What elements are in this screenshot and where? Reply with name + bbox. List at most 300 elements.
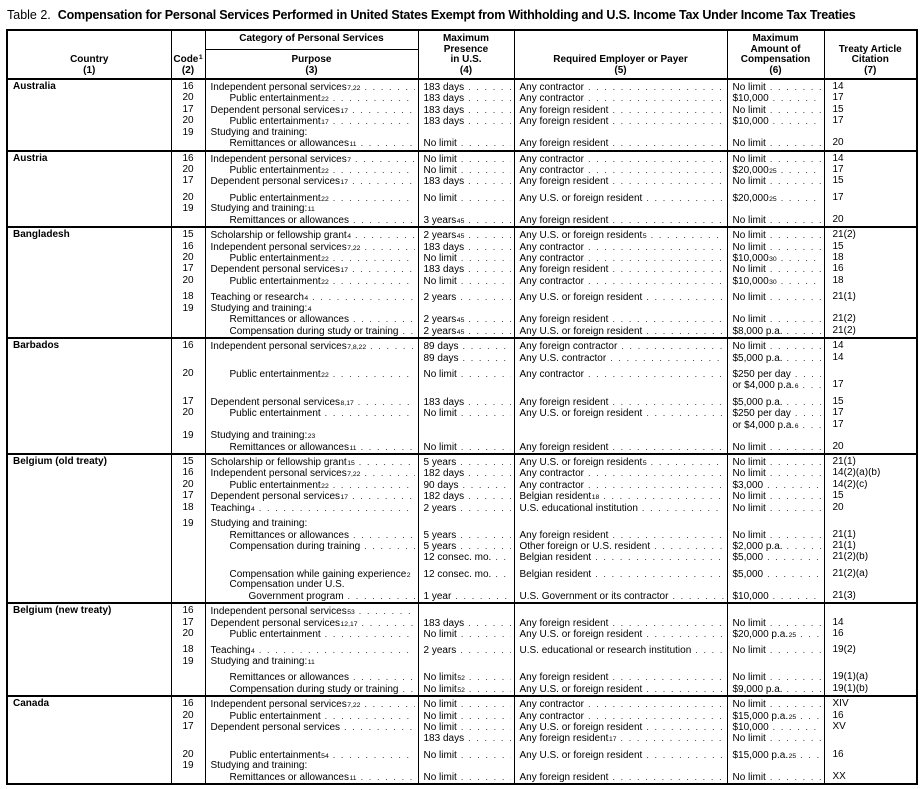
dot-leader: [459, 341, 511, 352]
country-label: Belgium (new treaty): [13, 605, 112, 617]
article-cell: [824, 105, 917, 116]
article-text: 14: [832, 340, 844, 352]
employer-cell-text: Any U.S. or foreign resident: [519, 325, 643, 337]
article-cell: [824, 442, 917, 454]
article-cell: [824, 541, 917, 552]
header-compensation-num: (6): [769, 64, 782, 76]
employer-cell-text: Any U.S. or foreign resident: [519, 683, 643, 695]
purpose-cell: Dependent personal services 17 . . .: [205, 264, 418, 275]
article-cell: [824, 672, 917, 683]
dot-leader: [360, 82, 414, 93]
dot-leader: [456, 530, 510, 541]
purpose-cell: [205, 672, 418, 683]
presence-cell: [418, 408, 514, 419]
presence-cell: [418, 93, 514, 104]
presence-cell: [418, 138, 514, 150]
dot-leader: [777, 276, 821, 287]
table-row: [7, 696, 917, 710]
purpose-cell-text: Compensation while gaining experience: [229, 568, 407, 580]
code-cell: 18: [171, 645, 205, 656]
presence-cell-text: 183 days: [423, 176, 465, 188]
code-cell: 19: [171, 204, 205, 215]
table-title: [7, 8, 916, 22]
compensation-cell-text: No limit: [732, 230, 766, 242]
presence-cell: [418, 480, 514, 491]
dot-leader: [608, 618, 723, 629]
table-row: [7, 151, 917, 165]
purpose-cell: [205, 552, 418, 563]
dot-leader: [769, 591, 821, 602]
country-section: [7, 454, 917, 603]
dot-leader: [608, 397, 723, 408]
presence-cell-text: 2 years: [423, 230, 457, 242]
dot-leader: [366, 341, 414, 352]
presence-cell: 2 years 45 . . .: [418, 227, 514, 241]
dot-leader: [608, 264, 723, 275]
purpose-cell: [205, 733, 418, 744]
dot-leader: [464, 242, 510, 253]
dot-leader: [591, 552, 723, 563]
employer-cell-text: Any foreign resident: [519, 771, 609, 783]
compensation-cell: $20,000 25 . . .: [727, 165, 824, 176]
table-row: [7, 603, 917, 617]
compensation-cell-text: No limit: [732, 441, 766, 453]
purpose-cell: Dependent personal services 17 . . .: [205, 491, 418, 502]
employer-cell: [514, 292, 727, 303]
compensation-cell: [727, 204, 824, 215]
employer-cell: [514, 264, 727, 275]
employer-cell: [514, 519, 727, 530]
country-section: [7, 227, 917, 338]
dot-leader: [358, 618, 415, 629]
code-cell: [171, 684, 205, 696]
dot-leader: [766, 491, 821, 502]
header-employer: [514, 30, 727, 79]
compensation-cell: $20,000 p.a. 25 . . .: [727, 629, 824, 640]
presence-cell: No limit 52 . . .: [418, 684, 514, 696]
dot-leader: [329, 116, 415, 127]
employer-cell-text: Any contractor: [519, 479, 584, 491]
dot-leader: [777, 165, 821, 176]
employer-cell-text: Any foreign resident: [519, 733, 609, 745]
compensation-cell: [727, 242, 824, 253]
article-cell: [824, 480, 917, 491]
article-cell: [824, 93, 917, 104]
compensation-cell: $15,000 p.a. 25 . . .: [727, 750, 824, 761]
article-text: 21(2): [832, 314, 856, 325]
employer-cell: [514, 645, 727, 656]
table-number: Table 2.: [7, 8, 51, 22]
purpose-cell-text: Public entertainment: [229, 192, 321, 204]
employer-cell-text: Any contractor: [519, 368, 584, 380]
compensation-cell-text: No limit: [732, 341, 766, 353]
employer-cell: [514, 672, 727, 683]
dot-leader: [591, 569, 723, 580]
dot-leader: [360, 541, 414, 552]
dot-leader: [348, 264, 414, 275]
purpose-cell: [205, 380, 418, 391]
country-section: [7, 603, 917, 696]
employer-cell: [514, 369, 727, 380]
employer-cell: [514, 116, 727, 127]
purpose-cell: Teaching or research 4 . . .: [205, 292, 418, 303]
compensation-cell-text: No limit: [732, 502, 766, 514]
presence-cell-text: No limit: [423, 275, 457, 287]
dot-leader: [796, 750, 820, 761]
compensation-cell-text: No limit: [732, 104, 766, 116]
article-cell: [824, 176, 917, 187]
dot-leader: [766, 242, 821, 253]
article-text: 21(2): [832, 325, 856, 336]
purpose-cell: Studying and training: 11: [205, 657, 418, 668]
compensation-cell-text: $20,000 p.a.: [732, 629, 789, 640]
header-category-span: Category of Personal Services: [206, 31, 418, 50]
article-cell: [824, 468, 917, 479]
employer-cell: [514, 711, 727, 722]
employer-cell: [514, 591, 727, 603]
employer-cell: [514, 431, 727, 442]
article-text: 14: [832, 352, 844, 363]
presence-cell: [418, 722, 514, 733]
employer-cell: [514, 338, 727, 352]
code-cell: 15: [171, 454, 205, 468]
presence-cell: [418, 369, 514, 380]
article-cell: [824, 552, 917, 563]
article-text: 15: [832, 241, 844, 252]
article-text: 17: [832, 116, 844, 127]
dot-leader: [457, 276, 511, 287]
employer-cell-text: Any foreign resident: [519, 176, 609, 188]
article-cell: [824, 750, 917, 761]
dot-leader: [349, 215, 415, 226]
compensation-cell: [727, 314, 824, 325]
presence-cell: [418, 772, 514, 784]
purpose-cell-text: Independent personal services: [210, 241, 347, 253]
presence-cell-text: 2 years: [423, 292, 457, 304]
dot-leader: [608, 176, 723, 187]
code-cell: 17: [171, 722, 205, 733]
article-text: 20: [832, 502, 844, 513]
purpose-cell: Public entertainment 22 . . .: [205, 93, 418, 104]
dot-leader: [464, 82, 510, 93]
header-employer-num: (5): [614, 64, 627, 76]
code-cell: 16: [171, 79, 205, 93]
header-article: [824, 30, 917, 79]
code-cell: 17: [171, 176, 205, 187]
purpose-cell: Public entertainment 22 . . .: [205, 165, 418, 176]
article-cell: [824, 591, 917, 603]
header-presence-label: Maximum Presence in U.S.: [442, 33, 490, 65]
employer-cell: [514, 442, 727, 454]
presence-cell-text: 5 years: [423, 529, 457, 541]
article-text: 14(2)(a)(b): [832, 468, 881, 479]
purpose-cell: [205, 215, 418, 227]
code-cell: 16: [171, 696, 205, 710]
article-text: 16: [832, 710, 844, 721]
compensation-cell: $10,000 30 . . .: [727, 253, 824, 264]
employer-cell-text: Any foreign resident: [519, 441, 609, 453]
article-cell: [824, 128, 917, 139]
dot-leader: [357, 772, 415, 783]
compensation-cell-text: No limit: [732, 672, 766, 684]
employer-cell: [514, 215, 727, 227]
dot-leader: [457, 722, 511, 733]
compensation-cell-text: $3,000: [732, 479, 764, 491]
compensation-cell: [727, 128, 824, 139]
code-cell: [171, 530, 205, 541]
article-text: 21(3): [832, 590, 856, 601]
article-cell: [824, 326, 917, 338]
compensation-cell-text: $10,000: [732, 93, 769, 105]
purpose-cell: [205, 761, 418, 772]
dot-leader: [464, 326, 510, 337]
dot-leader: [777, 193, 821, 204]
compensation-cell: [727, 552, 824, 563]
purpose-cell: Independent personal services 7,22 . . .: [205, 79, 418, 93]
code-cell: [171, 569, 205, 580]
dot-leader: [647, 457, 724, 468]
dot-leader: [349, 672, 415, 683]
article-cell: [824, 491, 917, 502]
compensation-cell-text: No limit: [732, 645, 766, 657]
dot-leader: [608, 442, 723, 453]
compensation-cell-text: No limit: [732, 699, 766, 711]
dot-leader: [668, 591, 723, 602]
article-cell: [824, 227, 917, 241]
purpose-cell: Scholarship or fellowship grant 15 . . .: [205, 454, 418, 468]
purpose-cell: Independent personal services 7,22 . . .: [205, 242, 418, 253]
dot-leader: [464, 468, 510, 479]
compensation-cell: [727, 569, 824, 580]
dot-leader: [457, 408, 511, 419]
compensation-cell: [727, 519, 824, 530]
compensation-cell: [727, 105, 824, 116]
presence-cell: [418, 204, 514, 215]
dot-leader: [321, 629, 415, 640]
employer-cell-text: Any foreign resident: [519, 529, 609, 541]
compensation-cell: [727, 151, 824, 165]
article-text: 21(1): [832, 455, 856, 467]
compensation-cell-text: No limit: [732, 82, 766, 93]
employer-cell-text: Any contractor: [519, 241, 584, 253]
dot-leader: [783, 541, 821, 552]
presence-cell-text: 183 days: [423, 82, 465, 93]
purpose-cell: [205, 684, 418, 696]
employer-cell: Any U.S. or foreign resident 5 . . .: [514, 227, 727, 241]
purpose-cell-text: Independent personal services: [210, 153, 347, 165]
compensation-cell: $10,000 30 . . .: [727, 276, 824, 287]
dot-leader: [584, 468, 724, 479]
article-text: 17: [832, 192, 844, 203]
compensation-cell-text: No limit: [732, 617, 766, 629]
compensation-cell-text: No limit: [732, 491, 766, 503]
dot-leader: [491, 552, 510, 563]
dot-leader: [357, 442, 415, 453]
purpose-cell-text: Studying and training:: [210, 518, 308, 529]
header-presence: [418, 30, 514, 79]
dot-leader: [329, 750, 415, 761]
article-cell: [824, 79, 917, 93]
presence-cell-text: No limit: [423, 165, 457, 177]
purpose-cell: Independent personal services 7,22 . . .: [205, 468, 418, 479]
article-cell: [824, 580, 917, 591]
purpose-cell-text: Teaching: [210, 645, 251, 657]
dot-leader: [349, 314, 415, 325]
compensation-cell-text: No limit: [732, 733, 766, 745]
dot-leader: [584, 711, 724, 722]
dot-leader: [642, 684, 723, 695]
dot-leader: [329, 253, 415, 264]
presence-cell: [418, 657, 514, 668]
presence-cell: [418, 442, 514, 454]
header-country: [7, 30, 171, 79]
code-cell: [171, 772, 205, 784]
employer-cell: [514, 193, 727, 204]
compensation-cell: [727, 684, 824, 696]
presence-cell: [418, 733, 514, 744]
dot-leader: [608, 314, 723, 325]
country-cell: [7, 79, 171, 151]
dot-leader: [355, 606, 415, 617]
code-cell: 16: [171, 338, 205, 352]
article-text: 16: [832, 264, 844, 275]
employer-cell-text: Other foreign or U.S. resident: [519, 540, 651, 552]
dot-leader: [457, 629, 511, 640]
purpose-cell: Public entertainment 22 . . .: [205, 480, 418, 491]
presence-cell: [418, 431, 514, 442]
presence-cell-text: 89 days: [423, 352, 459, 364]
article-cell: [824, 116, 917, 127]
purpose-cell: Dependent personal services 8,17 . . .: [205, 397, 418, 408]
dot-leader: [457, 165, 511, 176]
dot-leader: [766, 772, 821, 783]
compensation-cell: [727, 138, 824, 150]
purpose-cell-text: Remittances or allowances: [229, 771, 349, 783]
employer-cell: [514, 530, 727, 541]
dot-leader: [348, 491, 414, 502]
article-text: 17: [832, 165, 844, 176]
compensation-cell-text: No limit: [732, 456, 766, 468]
dot-leader: [329, 193, 415, 204]
compensation-cell: [727, 772, 824, 784]
presence-cell-text: No limit: [423, 683, 457, 695]
compensation-cell: or $4,000 p.a. 6 . . .: [727, 380, 824, 391]
compensation-cell: [727, 603, 824, 617]
employer-cell: [514, 629, 727, 640]
presence-cell-text: No limit: [423, 253, 457, 265]
purpose-cell: [205, 580, 418, 591]
purpose-cell-text: Remittances or allowances: [229, 529, 349, 541]
compensation-cell: [727, 454, 824, 468]
dot-leader: [783, 353, 821, 364]
dot-leader: [464, 215, 510, 226]
article-cell: [824, 338, 917, 352]
presence-cell-text: No limit: [423, 699, 457, 711]
presence-cell: [418, 519, 514, 530]
presence-cell-text: 182 days: [423, 468, 465, 480]
dot-leader: [769, 93, 821, 104]
compensation-cell-text: No limit: [732, 314, 766, 326]
article-text: 14: [832, 152, 844, 164]
dot-leader: [351, 230, 415, 241]
purpose-cell: Remittances or allowances 11 . . .: [205, 138, 418, 150]
presence-cell-text: 5 years: [423, 540, 457, 552]
presence-cell: [418, 591, 514, 603]
dot-leader: [255, 503, 415, 514]
compensation-cell: [727, 657, 824, 668]
dot-leader: [766, 503, 821, 514]
article-text: 18: [832, 253, 844, 264]
purpose-cell-text: Teaching: [210, 502, 251, 514]
employer-cell-text: Any foreign resident: [519, 672, 609, 684]
employer-cell-text: Any foreign resident: [519, 138, 609, 150]
code-cell: 16: [171, 603, 205, 617]
dot-leader: [769, 116, 821, 127]
dot-leader: [766, 230, 821, 241]
employer-cell: [514, 420, 727, 431]
dot-leader: [456, 541, 510, 552]
dot-leader: [459, 480, 511, 491]
presence-cell-text: No limit: [423, 749, 457, 761]
compensation-cell-text: No limit: [732, 214, 766, 226]
article-cell: [824, 353, 917, 364]
dot-leader: [608, 138, 723, 149]
article-text: 16: [832, 629, 844, 639]
employer-cell-text: Any contractor: [519, 82, 584, 93]
employer-cell-text: U.S. educational or research institution: [519, 645, 692, 657]
dot-leader: [464, 264, 510, 275]
purpose-cell: [205, 541, 418, 552]
dot-leader: [584, 154, 724, 165]
compensation-cell: [727, 369, 824, 380]
employer-cell: [514, 580, 727, 591]
compensation-cell: [727, 491, 824, 502]
dot-leader: [766, 672, 821, 683]
employer-cell: [514, 408, 727, 419]
header-country-label: Country: [70, 54, 109, 65]
presence-cell: 3 years 45 . . .: [418, 215, 514, 227]
header-compensation-label: Maximum Amount of Compensation: [740, 33, 811, 65]
code-cell: [171, 215, 205, 227]
compensation-cell: [727, 696, 824, 710]
employer-cell-text: Any contractor: [519, 699, 584, 711]
code-cell: 20: [171, 711, 205, 722]
compensation-cell: [727, 618, 824, 629]
employer-cell-text: Any contractor: [519, 710, 584, 722]
code-cell: 19: [171, 657, 205, 668]
article-text: 21(1): [832, 292, 856, 303]
dot-leader: [321, 711, 415, 722]
dot-leader: [459, 353, 511, 364]
article-cell: [824, 618, 917, 629]
purpose-cell: [205, 591, 418, 603]
dot-leader: [766, 292, 821, 303]
compensation-cell-text: No limit: [732, 138, 766, 150]
dot-leader: [642, 722, 723, 733]
dot-leader: [766, 468, 821, 479]
presence-cell: [418, 292, 514, 303]
dot-leader: [763, 552, 820, 563]
dot-leader: [608, 530, 723, 541]
article-text: 17: [832, 408, 844, 419]
dot-leader: [457, 193, 511, 204]
dot-leader: [783, 684, 821, 695]
presence-cell: [418, 503, 514, 514]
article-text: 18: [832, 275, 844, 286]
article-cell: [824, 420, 917, 431]
compensation-cell: [727, 292, 824, 303]
article-text: 14(2)(c): [832, 479, 868, 490]
